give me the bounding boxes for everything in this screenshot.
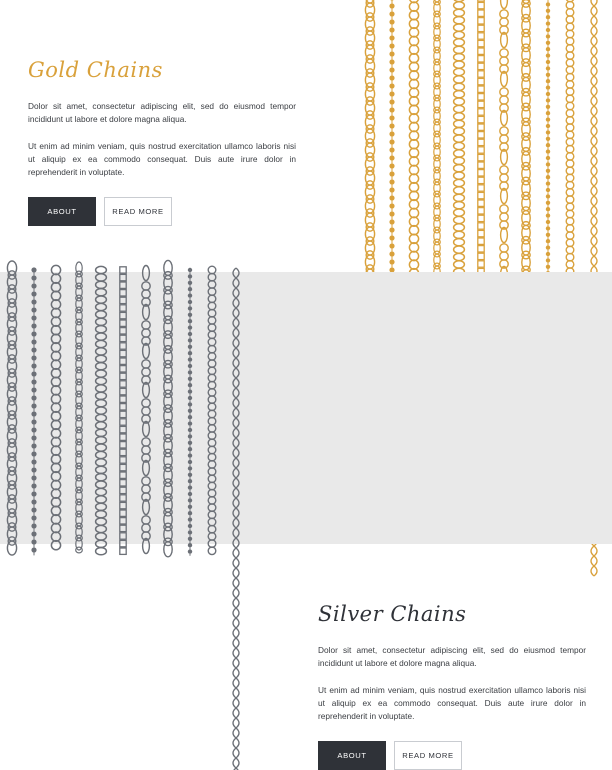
silver-text-block — [318, 602, 586, 770]
gold-paragraph-2: Ut enim ad minim veniam, quis nostrud exercitation ullamco laboris nisi ut aliquip ex ea commodo consequat. Duis aute irure dolor in reprehenderit in voluptate. — [28, 140, 296, 179]
gold-title: Gold Chains — [28, 58, 296, 82]
gold-text-block — [28, 58, 296, 226]
silver-button-row — [318, 741, 586, 770]
gold-section — [0, 0, 612, 272]
gold-chain-illustration — [358, 0, 612, 272]
gold-about-button[interactable]: ABOUT — [28, 197, 96, 226]
gold-paragraph-1: Dolor sit amet, consectetur adipiscing elit, sed do eiusmod tempor incididunt ut labore et dolore magna aliqua. — [28, 100, 296, 126]
silver-paragraph-1: Dolor sit amet, consectetur adipiscing elit, sed do eiusmod tempor incididunt ut labore et dolore magna aliqua. — [318, 644, 586, 670]
gold-button-row — [28, 197, 296, 226]
silver-section — [0, 272, 612, 544]
silver-paragraph-2: Ut enim ad minim veniam, quis nostrud exercitation ullamco laboris nisi ut aliquip ex ea commodo consequat. Duis aute irure dolor in reprehenderit in voluptate. — [318, 684, 586, 723]
silver-title: Silver Chains — [318, 602, 586, 626]
silver-read-more-button[interactable]: READ MORE — [394, 741, 462, 770]
silver-about-button[interactable]: ABOUT — [318, 741, 386, 770]
silver-chain-illustration — [0, 272, 254, 544]
gold-read-more-button[interactable]: READ MORE — [104, 197, 172, 226]
